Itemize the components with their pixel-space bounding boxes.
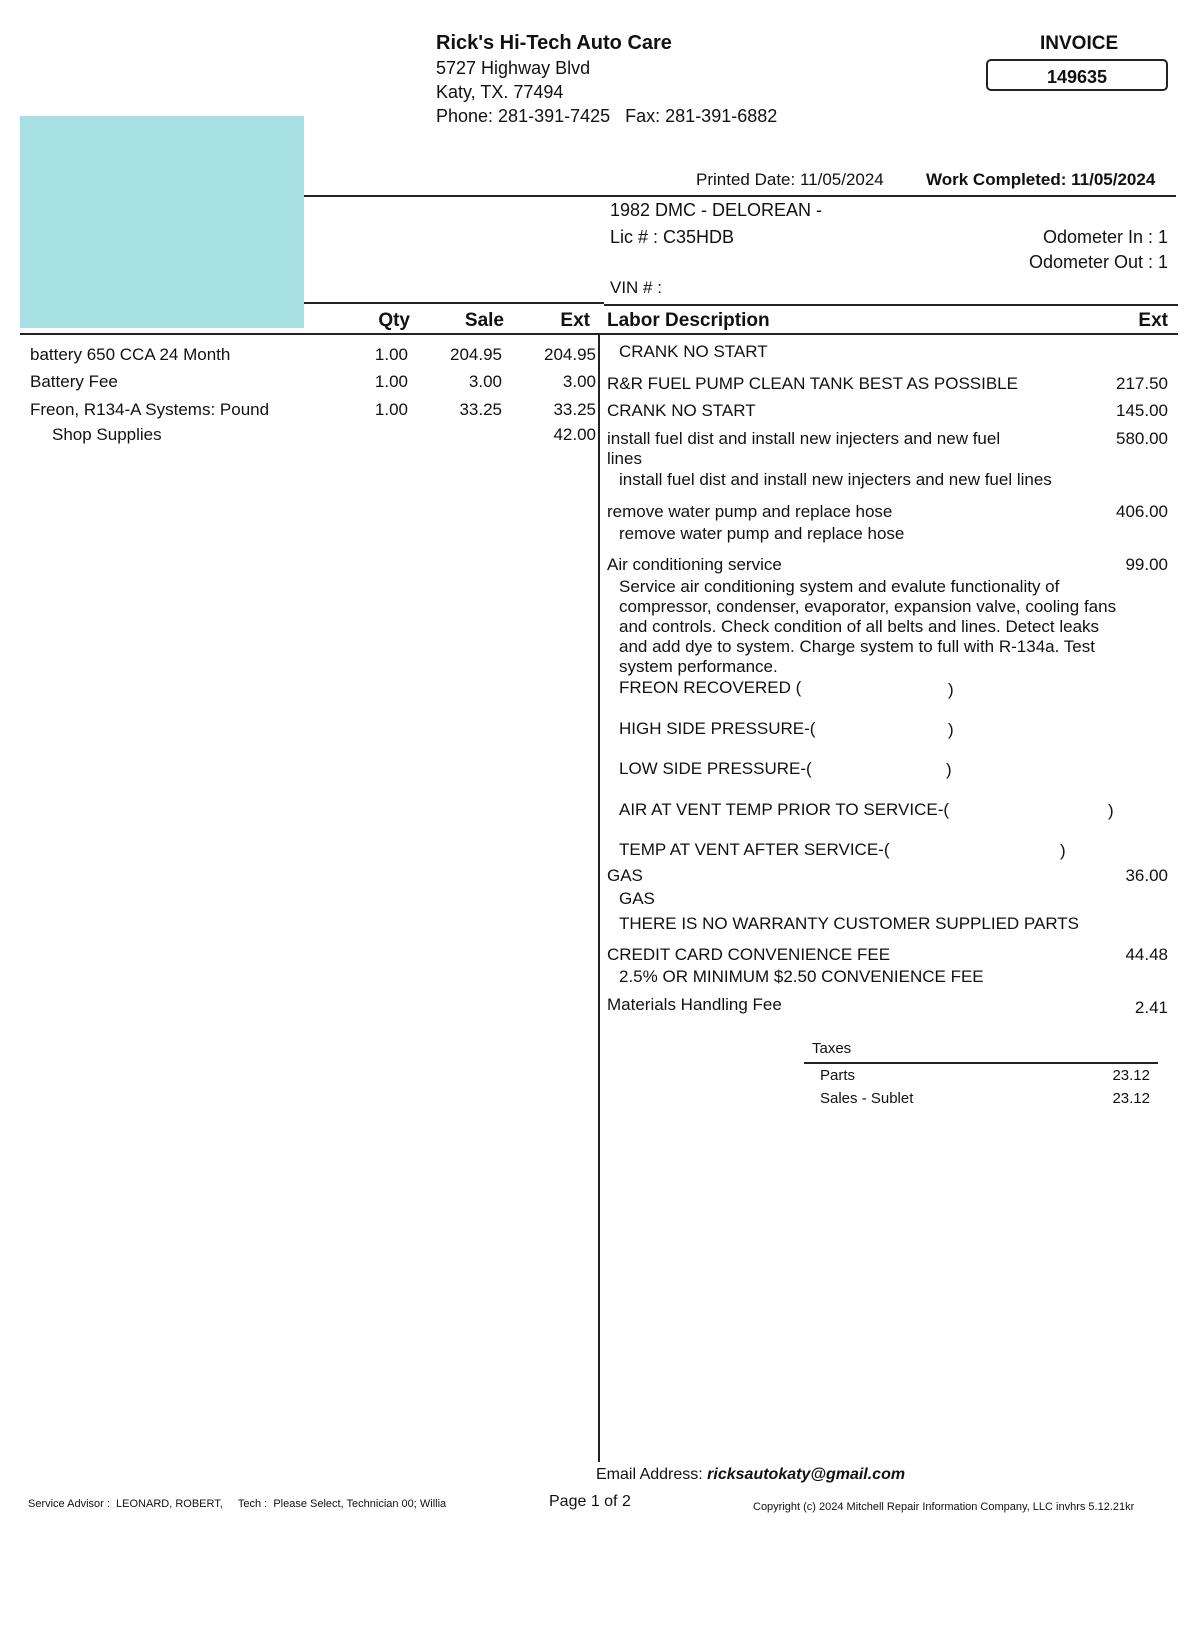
labor-line-detail: compressor, condenser, evaporator, expansion valve, cooling fans (619, 597, 1117, 616)
header-divider (304, 195, 1176, 197)
email-label: Email Address: (596, 1466, 703, 1483)
printed-date: Printed Date: 11/05/2024 (696, 170, 884, 189)
labor-line-detail: install fuel dist and install new injecters and new fuel lines (619, 470, 1052, 489)
labor-ext-header: Ext (1138, 310, 1168, 331)
license-plate: Lic # : C35HDB (610, 227, 735, 247)
tax-row-label: Parts (820, 1067, 856, 1084)
labor-line-detail: remove water pump and replace hose (619, 524, 905, 543)
invoice-title: INVOICE (1040, 33, 1119, 54)
tax-row-value: 23.12 (1112, 1090, 1150, 1107)
tax-row-value: 23.12 (1112, 1067, 1150, 1084)
labor-line-detail: system performance. (619, 657, 778, 676)
freon-recovered: FREON RECOVERED ( (619, 678, 802, 697)
low-side-pressure: LOW SIDE PRESSURE-( (619, 759, 812, 778)
parts-header-top-line (304, 302, 604, 304)
temp-vent-after: TEMP AT VENT AFTER SERVICE-( (619, 840, 890, 859)
vin: VIN # : (610, 278, 662, 297)
part-row-desc: battery 650 CCA 24 Month (30, 345, 231, 364)
labor-complaint: CRANK NO START (619, 342, 768, 361)
paren: ) (948, 680, 954, 699)
labor-line-ext: 44.48 (1125, 945, 1168, 964)
email-address[interactable]: ricksautokaty@gmail.com (707, 1466, 906, 1483)
labor-line-ext: 406.00 (1116, 502, 1168, 521)
labor-line-title-cont: lines (607, 449, 642, 468)
labor-line-ext: 580.00 (1116, 429, 1168, 448)
work-completed-date: Work Completed: 11/05/2024 (926, 170, 1156, 189)
sticky-note-overlay (20, 116, 304, 328)
part-row-ext: 33.25 (553, 400, 596, 419)
air-vent-temp-prior: AIR AT VENT TEMP PRIOR TO SERVICE-( (619, 800, 950, 819)
labor-line-detail: 2.5% OR MINIMUM $2.50 CONVENIENCE FEE (619, 967, 984, 986)
part-row-desc: Freon, R134-A Systems: Pound (30, 400, 270, 419)
labor-line-title: GAS (607, 866, 643, 885)
part-row-sale: 33.25 (459, 400, 502, 419)
part-row-desc: Battery Fee (30, 372, 118, 391)
part-row-qty: 1.00 (374, 372, 408, 391)
taxes-title: Taxes (812, 1040, 852, 1057)
copyright: Copyright (c) 2024 Mitchell Repair Information Company, LLC invhrs 5.12.21kr (753, 1501, 1135, 1513)
part-row-sale: 204.95 (450, 345, 502, 364)
page-number: Page 1 of 2 (549, 1493, 631, 1510)
high-side-pressure: HIGH SIDE PRESSURE-( (619, 719, 816, 738)
tax-row-label: Sales - Sublet (820, 1090, 914, 1107)
part-row-qty: 1.00 (374, 345, 408, 364)
paren: ) (1060, 841, 1066, 860)
parts-ext-header: Ext (560, 310, 590, 331)
labor-header-top-line (604, 304, 1178, 306)
parts-sale-header: Sale (464, 310, 504, 331)
taxes-divider (804, 1062, 1158, 1064)
labor-line-ext: 36.00 (1125, 866, 1168, 885)
part-row-ext: 3.00 (562, 372, 596, 391)
service-advisor-tech: Service Advisor : LEONARD, ROBERT, Tech : Please Select, Technician 00; Willia (28, 1498, 447, 1510)
labor-line-title: install fuel dist and install new injecters and new fuel (607, 429, 1001, 448)
paren: ) (1108, 801, 1114, 820)
shop-address: 5727 Highway Blvd (436, 58, 591, 78)
labor-description-header: Labor Description (607, 310, 770, 331)
labor-line-detail: and controls. Check condition of all belts and lines. Detect leaks (619, 617, 1100, 636)
part-row-qty: 1.00 (374, 400, 408, 419)
labor-line-title: R&R FUEL PUMP CLEAN TANK BEST AS POSSIBLE (607, 374, 1018, 393)
labor-line-title: Materials Handling Fee (607, 995, 782, 1014)
labor-line-detail: Service air conditioning system and evalute functionality of (619, 577, 1060, 596)
odometer-in: Odometer In : 1 (1042, 227, 1168, 247)
labor-line-ext: 2.41 (1134, 998, 1168, 1017)
column-divider (598, 334, 600, 1462)
paren: ) (946, 760, 952, 779)
parts-qty-header: Qty (378, 310, 410, 331)
shop-city: Katy, TX. 77494 (436, 82, 564, 102)
labor-line-title: remove water pump and replace hose (607, 502, 893, 521)
labor-line-title: Air conditioning service (607, 555, 782, 574)
labor-line-detail: GAS (619, 889, 655, 908)
part-row-desc: Shop Supplies (52, 425, 162, 444)
vehicle-description: 1982 DMC - DELOREAN - (610, 200, 823, 220)
email-row (596, 1466, 905, 1484)
labor-line-detail: and add dye to system. Charge system to full with R-134a. Test (619, 637, 1095, 656)
labor-line-ext: 99.00 (1125, 555, 1168, 574)
part-row-ext: 204.95 (544, 345, 596, 364)
part-row-sale: 3.00 (468, 372, 502, 391)
part-row-ext: 42.00 (553, 425, 596, 444)
labor-line-ext: 145.00 (1116, 401, 1168, 420)
odometer-out: Odometer Out : 1 (1028, 252, 1168, 272)
paren: ) (948, 720, 954, 739)
shop-phone-fax: Phone: 281-391-7425 Fax: 281-391-6882 (436, 106, 778, 126)
no-warranty-notice: THERE IS NO WARRANTY CUSTOMER SUPPLIED PARTS (619, 914, 1080, 933)
shop-name: Rick's Hi-Tech Auto Care (436, 32, 672, 54)
invoice-number: 149635 (986, 59, 1168, 91)
labor-line-title: CREDIT CARD CONVENIENCE FEE (607, 945, 891, 964)
labor-line-title: CRANK NO START (607, 401, 756, 420)
labor-line-ext: 217.50 (1116, 374, 1168, 393)
